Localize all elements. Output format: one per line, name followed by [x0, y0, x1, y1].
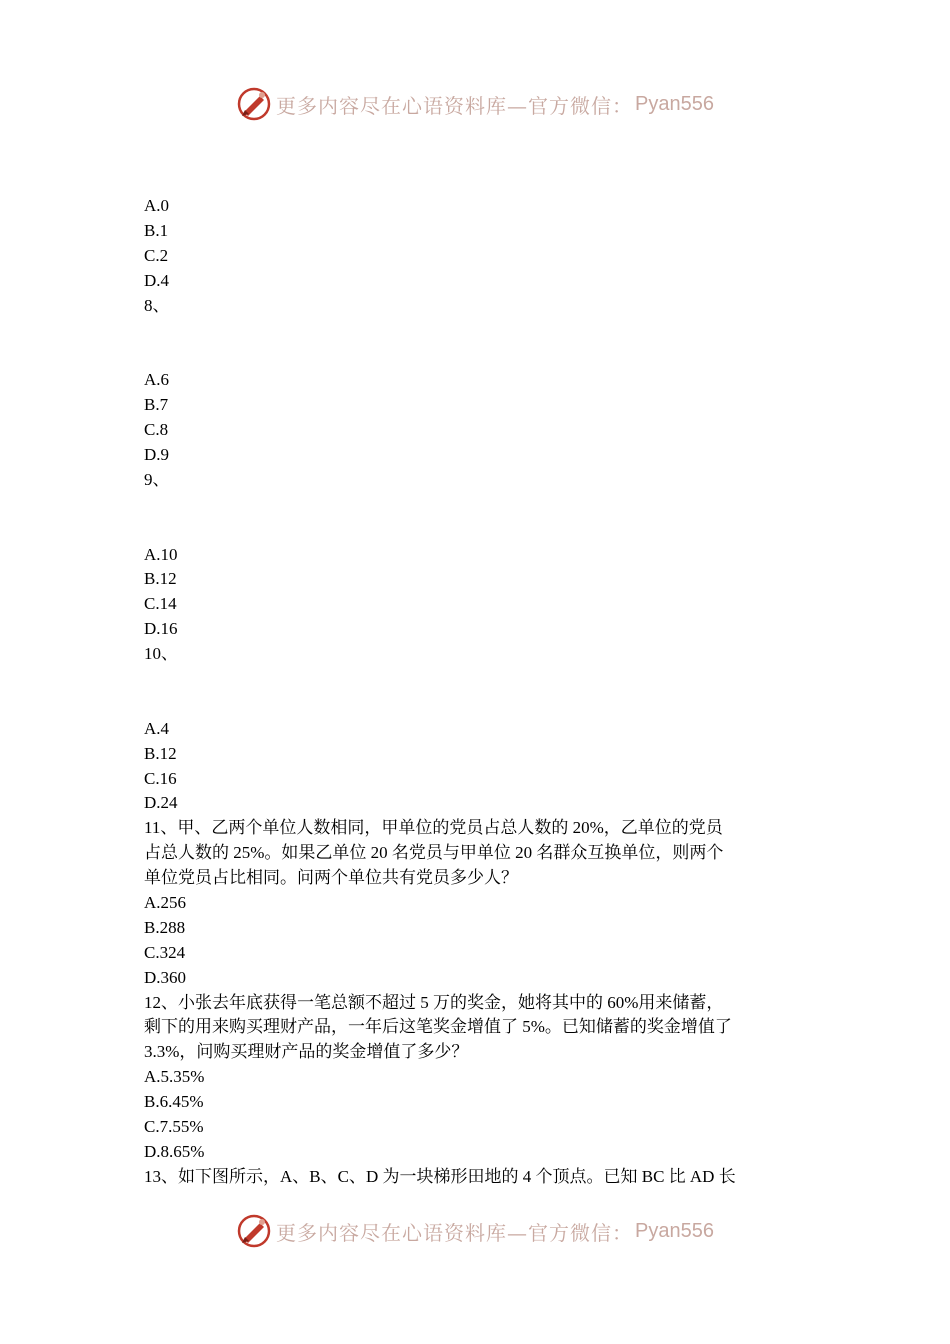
- question-text: 11、甲、乙两个单位人数相同，甲单位的党员占总人数的 20%，乙单位的党员: [144, 818, 723, 838]
- option: A.0: [144, 196, 170, 215]
- option: D.16: [144, 619, 178, 639]
- pen-logo-icon: [236, 1213, 272, 1249]
- option: D.24: [144, 793, 178, 813]
- banner-wechat-id: Pyan556: [635, 92, 714, 115]
- banner-text: 更多内容尽在心语资料库—官方微信：: [276, 93, 634, 118]
- question-text: 剩下的用来购买理财产品，一年后这笔奖金增值了 5%。已知储蓄的奖金增值了: [144, 1017, 732, 1037]
- option: B.288: [144, 917, 186, 937]
- banner-wechat-id: Pyan556: [635, 1219, 714, 1242]
- option: A.5.35%: [144, 1067, 205, 1087]
- option: C.7.55%: [144, 1117, 204, 1136]
- option: C.324: [144, 942, 186, 962]
- banner-text: 更多内容尽在心语资料库—官方微信：: [276, 1220, 634, 1245]
- option: D.8.65%: [144, 1141, 205, 1161]
- figure-placeholder: [144, 667, 814, 717]
- option: C.8: [144, 420, 169, 440]
- header-banner: [0, 84, 950, 124]
- question-number: 8、: [144, 295, 170, 315]
- pen-logo-icon: [236, 86, 272, 122]
- question-text: 13、如下图所示，A、B、C、D 为一块梯形田地的 4 个顶点。已知 BC 比 AD 长: [144, 1166, 736, 1186]
- footer-banner: [0, 1211, 950, 1251]
- figure-placeholder: [144, 318, 814, 368]
- option: B.7: [144, 395, 169, 415]
- option: A.256: [144, 892, 187, 912]
- option: C.2: [144, 245, 169, 265]
- option: C.14: [144, 594, 177, 614]
- option: C.16: [144, 768, 177, 788]
- option: B.12: [144, 743, 177, 763]
- question-text: 3.3%，问购买理财产品的奖金增值了多少？: [144, 1042, 469, 1062]
- question-number: 9、: [144, 469, 170, 489]
- option: B.1: [144, 220, 169, 240]
- question-text: 12、小张去年底获得一笔总额不超过 5 万的奖金，她将其中的 60%用来储蓄，: [144, 992, 724, 1012]
- option: D.4: [144, 270, 170, 290]
- option: A.10: [144, 544, 178, 564]
- question-text: 占总人数的 25%。如果乙单位 20 名党员与甲单位 20 名群众互换单位，则两个: [144, 843, 724, 863]
- option: A.4: [144, 718, 170, 738]
- option: B.12: [144, 569, 177, 589]
- question-number: 10、: [144, 644, 178, 664]
- question-content: [144, 194, 814, 1190]
- figure-placeholder: [144, 493, 814, 543]
- option: B.6.45%: [144, 1092, 204, 1112]
- question-text: 单位党员占比相同。问两个单位共有党员多少人？: [144, 868, 518, 888]
- option: D.9: [144, 444, 170, 464]
- option: D.360: [144, 967, 187, 987]
- option: A.6: [144, 370, 170, 390]
